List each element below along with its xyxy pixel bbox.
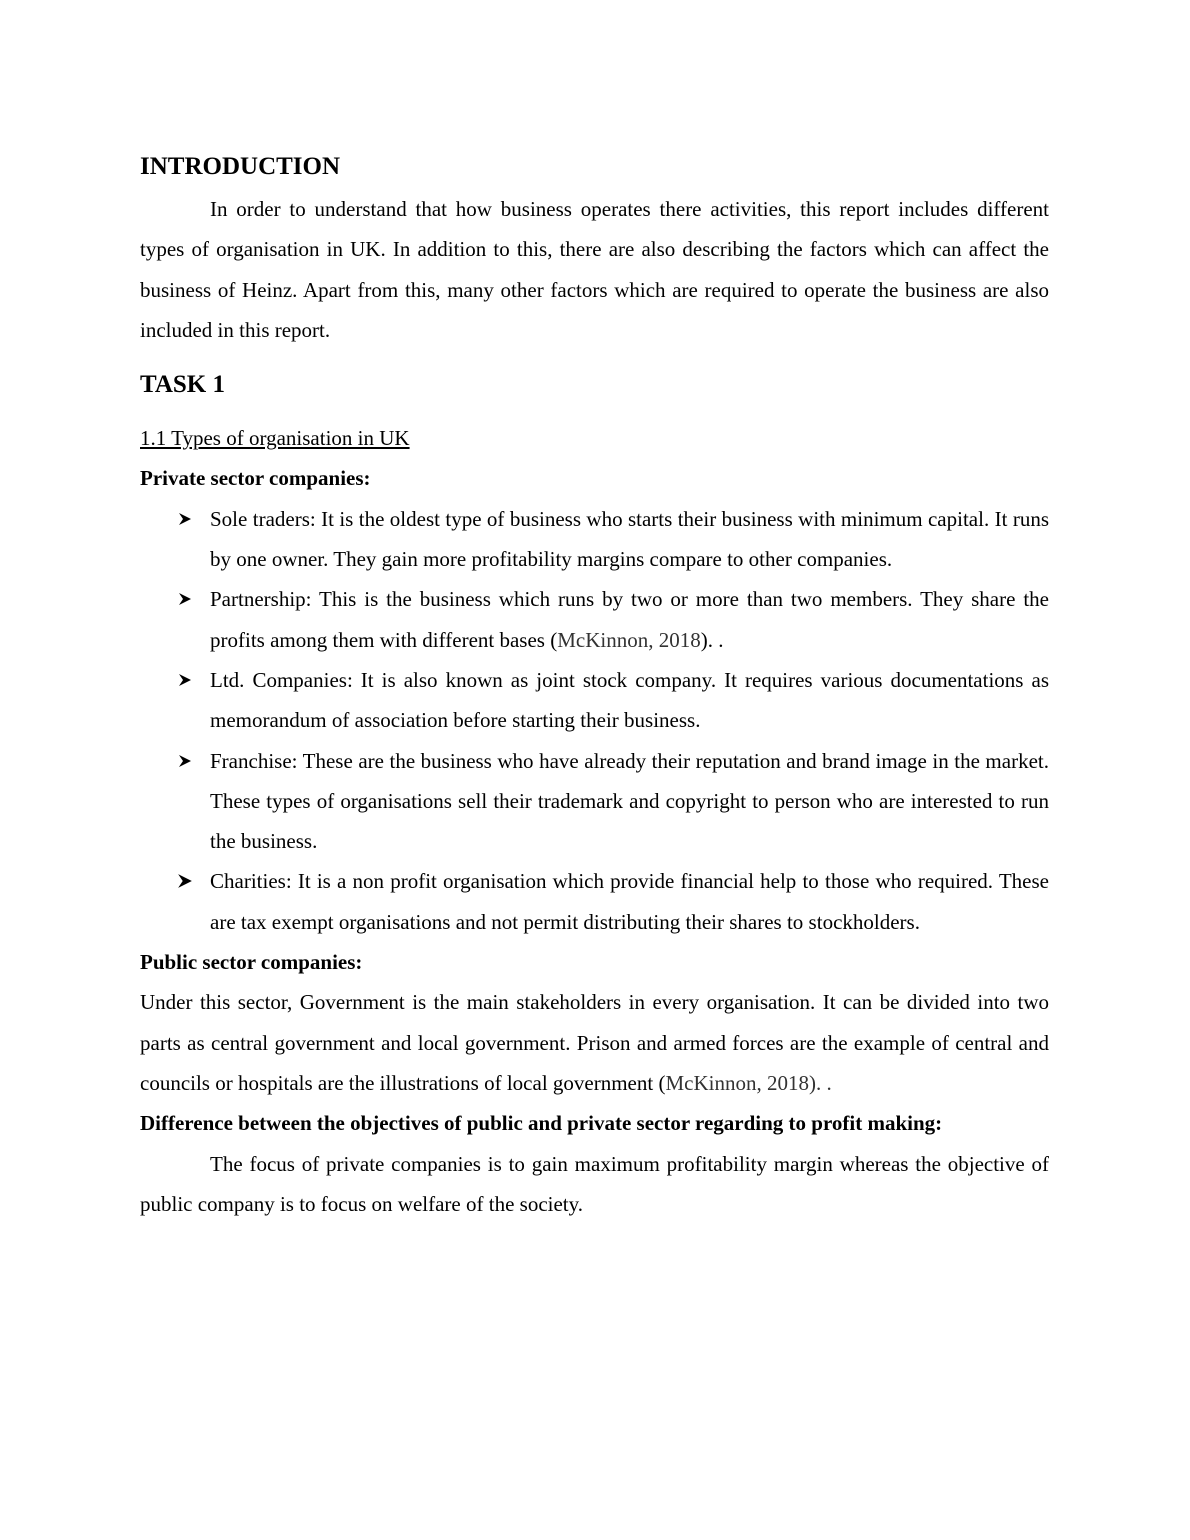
list-item-text: Franchise: These are the business who have already their reputation and brand image in the market. These types of organisations sell their trademark and copyright to person who are interested to run the business. [210, 748, 1049, 854]
public-sector-paragraph [140, 982, 1049, 1103]
difference-paragraph: The focus of private companies is to gain maximum profitability margin whereas the objective of public company is to focus on welfare of the society. [140, 1151, 1049, 1216]
citation: McKinnon, 2018 [665, 1070, 809, 1095]
list-item-franchise [140, 741, 1049, 862]
document-page [140, 150, 1049, 1224]
private-sector-label: Private sector companies: [140, 466, 371, 491]
introduction-heading: INTRODUCTION [140, 153, 341, 180]
introduction-paragraph: In order to understand that how business operates there activities, this report includes different types of organisation in UK. In addition to this, there are also describing the factors which can affect the business of Heinz. Apart from this, many other factors which are required to operate the business are also included in this report. [140, 197, 1049, 342]
difference-heading: Difference between the objectives of public and private sector regarding to profit making: [140, 1111, 943, 1136]
list-item-text: Sole traders: It is the oldest type of business who starts their business with minimum capital. It runs by one owner. They gain more profitability margins compare to other companies. [210, 506, 1049, 572]
arrowhead-bullet-icon [175, 660, 195, 700]
citation-tail: ). . [808, 1070, 832, 1095]
list-item-ltd-companies [140, 660, 1049, 741]
private-sector-list [140, 499, 1049, 942]
list-item-text: Ltd. Companies: It is also known as joint stock company. It requires various documentations as memorandum of association before starting their business. [210, 667, 1049, 733]
list-item-text: Charities: It is a non profit organisation which provide financial help to those who required. These are tax exempt organisations and not permit distributing their shares to stockholders. [210, 869, 1049, 934]
task1-heading: TASK 1 [140, 371, 225, 399]
citation: McKinnon, 2018 [557, 627, 701, 652]
arrowhead-bullet-icon [175, 499, 195, 539]
arrowhead-bullet-icon [175, 579, 195, 619]
list-item-partnership [140, 579, 1049, 660]
arrowhead-bullet-icon [175, 861, 195, 901]
list-item-text: Partnership: This is the business which runs by two or more than two members. They share the profits among them with different bases ( [210, 587, 1049, 652]
public-sector-text: Under this sector, Government is the main stakeholders in every organisation. It can be divided into two parts as central government and local government. Prison and armed forces are the example of central and councils or hospitals are the illustrations of local government ( [140, 990, 1049, 1095]
section-1-1-title: 1.1 Types of organisation in UK [140, 426, 410, 451]
list-item-tail: ). . [700, 627, 724, 652]
list-item-charities [140, 861, 1049, 942]
arrowhead-bullet-icon [175, 741, 195, 781]
public-sector-label: Public sector companies: [140, 950, 363, 975]
list-item-sole-traders [140, 499, 1049, 580]
